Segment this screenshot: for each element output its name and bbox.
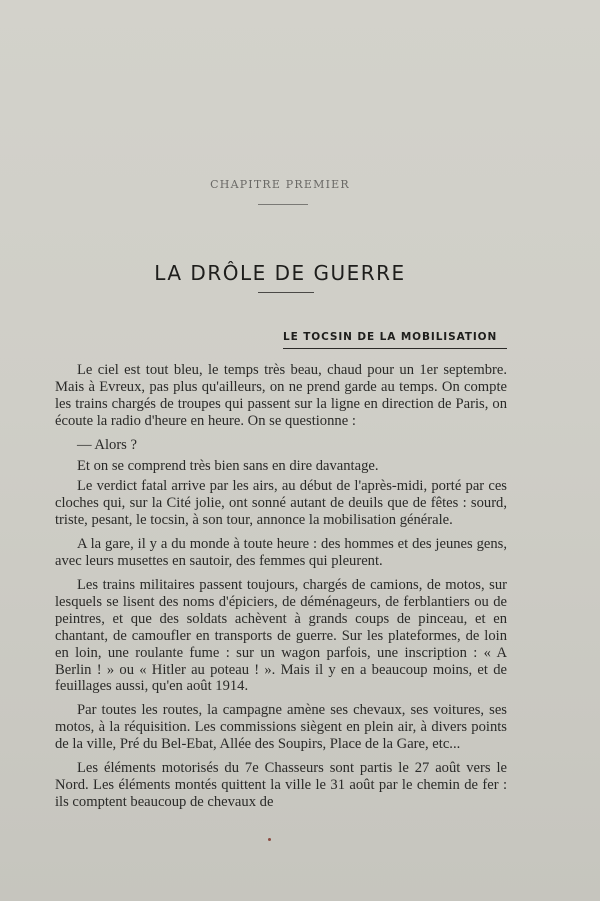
divider <box>258 204 308 205</box>
ink-spot <box>268 838 271 841</box>
section-underline <box>283 348 507 349</box>
paragraph: Les trains militaires passent toujours, chargés de camions, de motos, sur lesquels se lisent des noms d'épiciers, de déménageurs, de ferblantiers ou de peintres, et que des soldats achèvent à grands coups de pinceau, et en chantant, de camoufler en transports de guerre. Sur les plateformes, de loin en loin, une roulante fume : sur un wagon parfois, une inscription : « A Berlin ! » ou « Hitler au poteau ! ». Mais il y en a beaucoup moins, et de feuillages aussi, qu'en août 1914. <box>55 576 507 695</box>
paragraph: Par toutes les routes, la campagne amène ses chevaux, ses voitures, ses motos, à la réquisition. Les commissions siègent en plein air, à divers points de la ville, Pré du Bel-Ebat, Allée des Soupirs, Place de la Gare, etc... <box>55 702 507 753</box>
section-heading: LE TOCSIN DE LA MOBILISATION <box>283 331 498 343</box>
body-text <box>55 362 507 818</box>
paragraph: A la gare, il y a du monde à toute heure : des hommes et des jeunes gens, avec leurs musettes en sautoir, des femmes qui pleurent. <box>55 536 507 570</box>
chapter-title: LA DRÔLE DE GUERRE <box>154 261 406 286</box>
paragraph: Le verdict fatal arrive par les airs, au début de l'après-midi, porté par ces cloches qui, sur la Cité jolie, ont sonné autant de deuils que de fêtes : sourd, triste, pesant, le tocsin, à son tour, annonce la mobilisation générale. <box>55 478 507 529</box>
divider <box>258 292 314 293</box>
paragraph: Les éléments motorisés du 7e Chasseurs sont partis le 27 août vers le Nord. Les éléments montés quittent la ville le 31 août par le chemin de fer : ils comptent beaucoup de chevaux de <box>55 760 507 810</box>
paragraph: Le ciel est tout bleu, le temps très beau, chaud pour un 1er septembre. Mais à Evreux, pas plus qu'ailleurs, on ne prend garde au temps. On compte les trains chargés de troupes qui passent sur la ligne en direction de Paris, on écoute la radio d'heure en heure. On se questionne : <box>55 362 507 429</box>
chapter-label: CHAPITRE PREMIER <box>210 178 350 191</box>
paragraph: — Alors ? <box>77 436 137 453</box>
paragraph: Et on se comprend très bien sans en dire davantage. <box>77 457 379 474</box>
